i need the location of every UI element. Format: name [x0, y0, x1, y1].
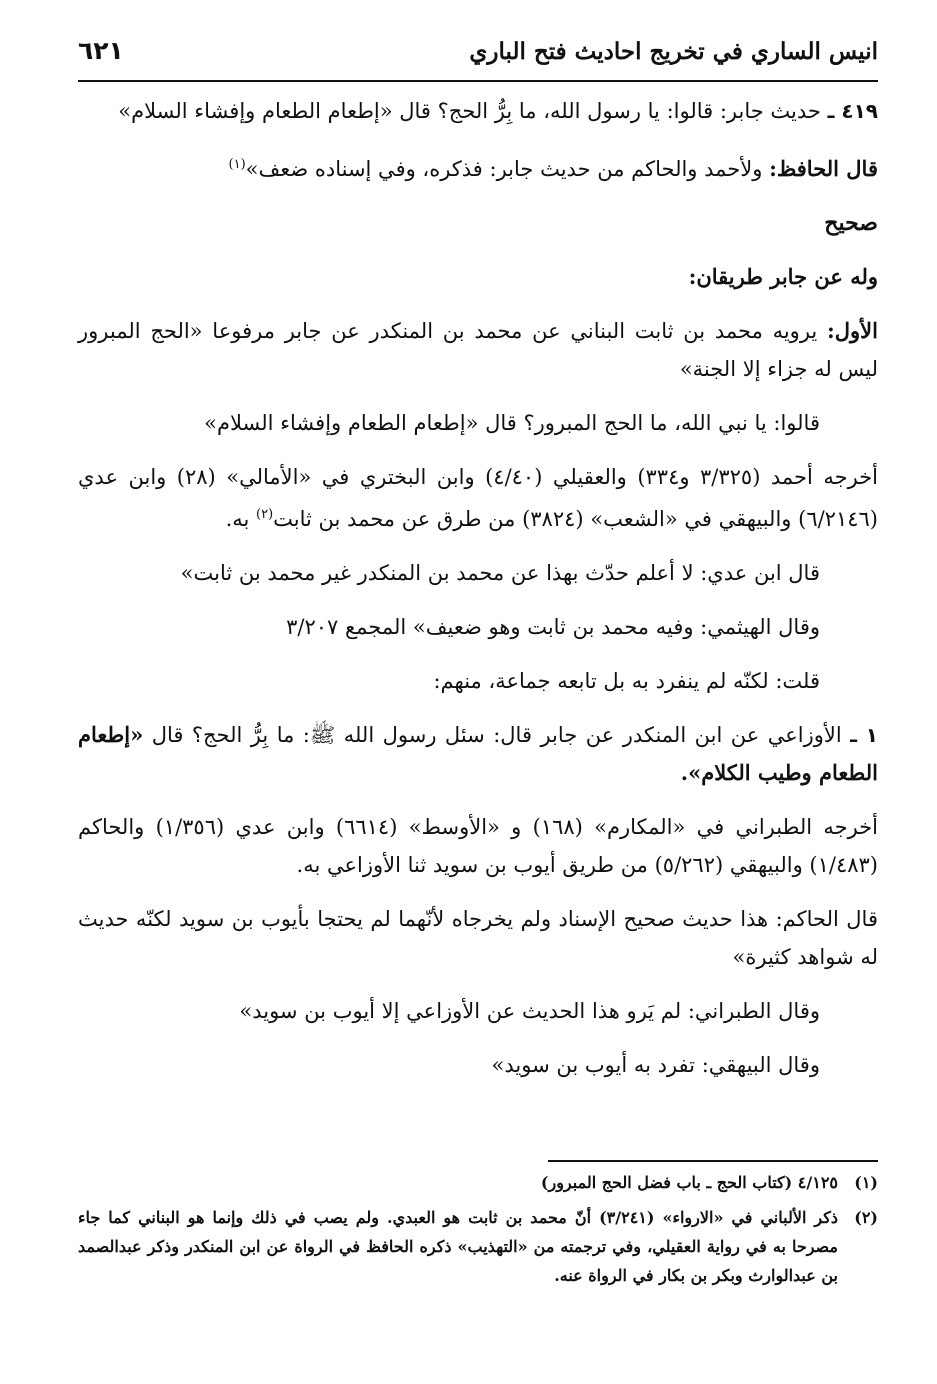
takhrij-1-text: أخرجه أحمد (٣/٣٢٥ و٣٣٤) والعقيلي (٤/٤٠) وابن البختري في «الأمالي» (٢٨) وابن عدي (٦/٢١٤٦) والبيهقي في «الشعب» (٣٨٢٤) من طرق عن محمد بن ثابت — [78, 465, 879, 531]
list-item-number: ١ ـ — [850, 723, 878, 747]
book-title: انيس الساري في تخريج احاديث فتح الباري — [469, 38, 878, 65]
footnotes — [78, 1160, 878, 1290]
first-way-paragraph — [78, 312, 878, 388]
qalu-paragraph: قالوا: يا نبي الله، ما الحج المبرور؟ قال «إطعام الطعام وإفشاء السلام» — [204, 411, 820, 435]
qultu-paragraph: قلت: لكنّه لم ينفرد به بل تابعه جماعة، منهم: — [433, 669, 820, 693]
footnote-ref-1[interactable]: (١) — [228, 157, 246, 172]
takhrij-1-end: به. — [225, 507, 257, 531]
first-way-text: يرويه محمد بن ثابت البناني عن محمد بن المنكدر عن جابر مرفوعا «الحج المبرور ليس له جزاء إلا الجنة» — [78, 319, 878, 381]
hadith-text: حديث جابر: قالوا: يا رسول الله، ما بِرُّ الحج؟ قال «إطعام الطعام وإفشاء السلام» — [118, 99, 821, 123]
tabarani-quote: وقال الطبراني: لم يَرو هذا الحديث عن الأوزاعي إلا أيوب بن سويد» — [239, 999, 820, 1023]
list-item-bold-text: «إطعام الطعام وطيب الكلام». — [78, 722, 878, 785]
two-ways-heading: وله عن جابر طريقان: — [688, 264, 878, 289]
footnote-divider — [548, 1160, 878, 1162]
ibn-adi-quote: قال ابن عدي: لا أعلم حدّث بهذا عن محمد بن المنكدر غير محمد بن ثابت» — [180, 561, 820, 585]
hakim-quote: قال الحاكم: هذا حديث صحيح الإسناد ولم يخرجاه لأنّهما لم يحتجا بأيوب بن سويد لكنّه حديث له شواهد كثيرة» — [78, 907, 878, 969]
footnote-1 — [78, 1168, 878, 1197]
running-header — [78, 30, 878, 82]
bayhaqi-quote: وقال البيهقي: تفرد به أيوب بن سويد» — [491, 1053, 820, 1077]
list-item-text: الأوزاعي عن ابن المنكدر عن جابر قال: سئل رسول الله ﷺ: ما بِرُّ الحج؟ قال — [151, 723, 842, 747]
haythami-quote: وقال الهيثمي: وفيه محمد بن ثابت وهو ضعيف» المجمع ٣/٢٠٧ — [286, 615, 820, 639]
verdict: صحيح — [824, 210, 878, 236]
footnote-text: ٤/١٢٥ (كتاب الحج ـ باب فضل الحج المبرور) — [540, 1173, 838, 1192]
footnote-number: (١) — [854, 1173, 878, 1192]
hafiz-text: ولأحمد والحاكم من حديث جابر: فذكره، وفي إسناده ضعف» — [245, 157, 763, 181]
page-number: ٦٢١ — [78, 36, 124, 65]
takhrij-2-paragraph: أخرجه الطبراني في «المكارم» (١٦٨) و «الأوسط» (٦٦١٤) وابن عدي (١/٣٥٦) والحاكم (١/٤٨٣) والبيهقي (٥/٢٦٢) من طريق أيوب بن سويد ثنا الأوزاعي به. — [78, 815, 878, 877]
main-text — [78, 92, 878, 1100]
hadith-paragraph — [78, 92, 878, 130]
footnote-2 — [78, 1203, 878, 1290]
first-way-label: الأول: — [827, 318, 878, 343]
takhrij-1-paragraph — [78, 458, 878, 538]
hafiz-label: قال الحافظ: — [769, 156, 878, 181]
hadith-number: ٤١٩ ـ — [827, 99, 878, 123]
list-item-1 — [78, 716, 878, 792]
footnote-number: (٢) — [854, 1208, 878, 1227]
footnote-text: ذكر الألباني في «الارواء» (٣/٢٤١) أنّ محمد بن ثابت هو العبدي. ولم يصب في ذلك وإنما هو البناني كما جاء مصرحا به في رواية العقيلي، وفي ترجمته من «التهذيب» ذكره الحافظ في الرواة عن ابن المنكدر وذكر عبدالصمد بن عبدالوارث وبكر بن بكار في الرواة عنه. — [78, 1208, 839, 1285]
footnote-ref-2[interactable]: (٢) — [256, 507, 274, 522]
hafiz-paragraph — [78, 146, 878, 188]
